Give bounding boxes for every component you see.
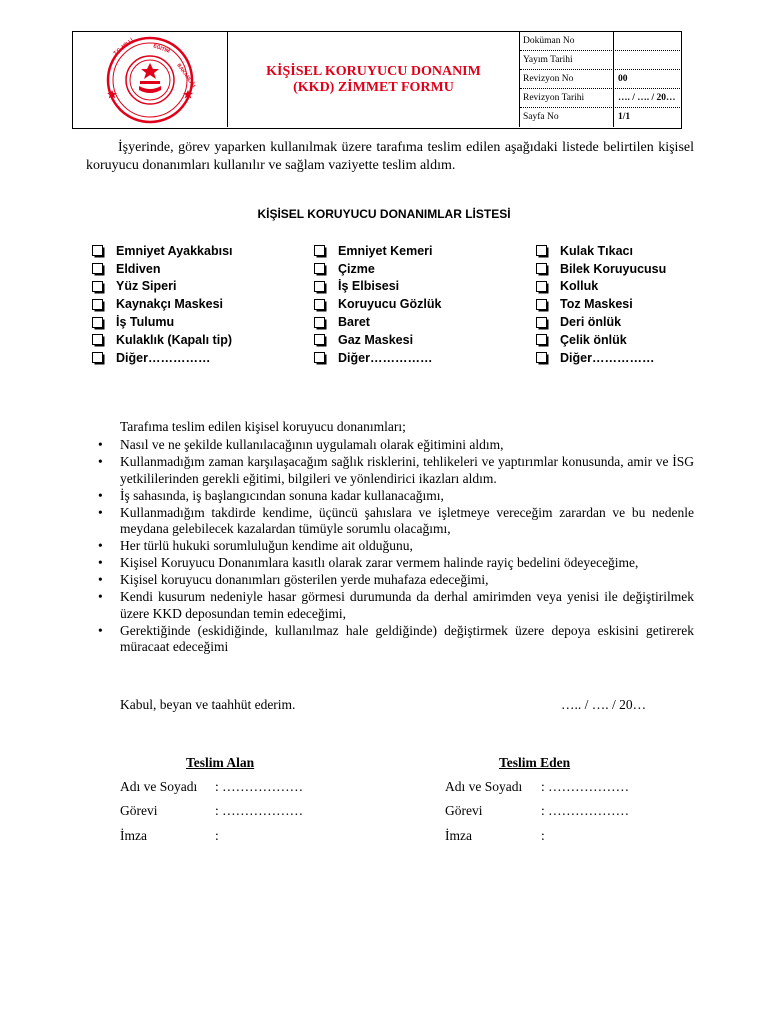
receiver-role-label: Görevi bbox=[120, 803, 158, 818]
deliverer-signature-field[interactable]: : bbox=[541, 828, 545, 843]
receiver-title: Teslim Alan bbox=[186, 755, 255, 770]
list-item bbox=[98, 437, 694, 454]
bullet-icon: • bbox=[98, 437, 103, 452]
equipment-label: Diğer…………… bbox=[116, 350, 211, 365]
meta-value bbox=[614, 32, 680, 50]
checkbox-icon[interactable] bbox=[536, 281, 547, 292]
list-item bbox=[98, 572, 694, 589]
equipment-label: Bilek Koruyucusu bbox=[560, 261, 667, 276]
equipment-item[interactable] bbox=[92, 349, 233, 367]
receiver-name-field[interactable]: : ……………… bbox=[215, 779, 304, 794]
checkbox-icon[interactable] bbox=[536, 263, 547, 274]
checkbox-icon[interactable] bbox=[92, 299, 103, 310]
equipment-item[interactable] bbox=[314, 331, 441, 349]
commitment-text: Kendi kusurum nedeniyle hasar görmesi durumunda da derhal amirimden veya yenisi ile değiştirilmek üzere KKD deposundan temin edeceğimi, bbox=[120, 589, 694, 621]
commitment-text: Her türlü hukuki sorumluluğun kendime ait olduğunu, bbox=[120, 538, 413, 553]
bullet-icon: • bbox=[98, 538, 103, 553]
commitment-text: Kullanmadığım zaman karşılaşacağım sağlık risklerini, tehlikeleri ve yaptırımlar konusunda, amir ve İSG yetkililerinden gerekli eğitimi, bilgileri ve yönlendirici ikazları aldım. bbox=[120, 454, 694, 486]
bullet-icon: • bbox=[98, 487, 103, 503]
equipment-item[interactable] bbox=[314, 242, 441, 260]
equipment-label: Çelik önlük bbox=[560, 332, 627, 347]
deliverer-name-field[interactable]: : ……………… bbox=[541, 779, 630, 794]
equipment-label: Deri önlük bbox=[560, 315, 622, 330]
equipment-column-2 bbox=[314, 242, 441, 367]
checkbox-icon[interactable] bbox=[536, 299, 547, 310]
bullet-icon: • bbox=[98, 555, 103, 570]
bullet-icon: • bbox=[98, 589, 103, 604]
svg-text:T.C. MİLLİ: T.C. MİLLİ bbox=[112, 37, 135, 57]
equipment-item[interactable] bbox=[92, 295, 233, 313]
deliverer-role-field[interactable]: : ……………… bbox=[541, 803, 630, 818]
commitment-text: Nasıl ve ne şekilde kullanılacağının uygulamalı olarak eğitimini aldım, bbox=[120, 437, 504, 452]
meta-label: Yayım Tarihi bbox=[520, 51, 614, 69]
meta-label: Sayfa No bbox=[520, 108, 614, 127]
list-item bbox=[98, 589, 694, 622]
equipment-item[interactable] bbox=[92, 331, 233, 349]
equipment-label: Kulak Tıkacı bbox=[560, 243, 633, 258]
checkbox-icon[interactable] bbox=[314, 334, 325, 345]
checkbox-icon[interactable] bbox=[536, 334, 547, 345]
list-item bbox=[98, 488, 694, 505]
equipment-label: Toz Maskesi bbox=[560, 297, 633, 312]
equipment-label: İş Tulumu bbox=[116, 315, 175, 330]
commitment-intro: Tarafıma teslim edilen kişisel koruyucu donanımları; bbox=[120, 419, 406, 434]
commitment-text: İş sahasında, iş başlangıcından sonuna kadar kullanacağımı, bbox=[120, 487, 444, 503]
list-item bbox=[98, 505, 694, 538]
equipment-item[interactable] bbox=[92, 313, 233, 331]
equipment-item[interactable] bbox=[536, 260, 666, 278]
logo-cell bbox=[73, 32, 228, 127]
list-item bbox=[98, 555, 694, 572]
commitment-list bbox=[98, 437, 694, 656]
checkbox-icon[interactable] bbox=[92, 317, 103, 328]
equipment-item[interactable] bbox=[92, 278, 233, 296]
equipment-item[interactable] bbox=[536, 295, 666, 313]
meta-row-revision-no bbox=[520, 70, 680, 89]
bullet-icon: • bbox=[98, 454, 103, 469]
deliverer-role-label: Görevi bbox=[445, 803, 483, 818]
equipment-label: Kulaklık (Kapalı tip) bbox=[116, 332, 232, 347]
receiver-role-field[interactable]: : ……………… bbox=[215, 803, 304, 818]
equipment-item[interactable] bbox=[536, 349, 666, 367]
equipment-label: Eldiven bbox=[116, 261, 161, 276]
equipment-label: İş Elbisesi bbox=[338, 279, 400, 294]
bullet-icon: • bbox=[98, 572, 103, 587]
equipment-label: Yüz Siperi bbox=[116, 279, 177, 294]
meta-value: …. / …. / 20… bbox=[618, 93, 676, 103]
meta-row-page-no bbox=[520, 108, 680, 127]
bullet-icon: • bbox=[98, 622, 103, 638]
checkbox-icon[interactable] bbox=[536, 245, 547, 256]
form-title-line1: KİŞİSEL KORUYUCU DONANIM bbox=[266, 63, 481, 79]
document-header bbox=[72, 31, 682, 129]
bullet-icon: • bbox=[98, 504, 103, 520]
commitment-text: Kişisel Koruyucu Donanımlara kasıtlı olarak zarar vermem halinde rayiç bedelini ödeyeceğime, bbox=[120, 555, 639, 570]
equipment-label: Kaynakçı Maskesi bbox=[116, 297, 224, 312]
commitment-text: Kişisel koruyucu donanımları gösterilen yerde muhafaza edeceğimi, bbox=[120, 572, 489, 587]
svg-text:EĞİTİM: EĞİTİM bbox=[152, 43, 171, 55]
equipment-label: Çizme bbox=[338, 261, 375, 276]
equipment-item[interactable] bbox=[314, 278, 441, 296]
equipment-item[interactable] bbox=[314, 313, 441, 331]
list-item bbox=[98, 623, 694, 656]
meta-label: Revizyon No bbox=[520, 70, 614, 88]
deliverer-heading bbox=[499, 755, 570, 771]
meta-label: Doküman No bbox=[520, 32, 614, 50]
ministry-seal-icon bbox=[95, 35, 205, 125]
deliverer-title: Teslim Eden bbox=[499, 755, 571, 770]
equipment-item[interactable] bbox=[92, 260, 233, 278]
equipment-column-3 bbox=[536, 242, 666, 367]
equipment-item[interactable] bbox=[536, 242, 666, 260]
equipment-label: Emniyet Ayakkabısı bbox=[116, 243, 233, 258]
form-title-line2: (KKD) ZİMMET FORMU bbox=[293, 79, 454, 95]
acceptance-date-field[interactable]: ….. / …. / 20… bbox=[561, 697, 647, 712]
equipment-item[interactable] bbox=[314, 295, 441, 313]
receiver-signature-field[interactable]: : bbox=[215, 828, 219, 843]
meta-label: Revizyon Tarihi bbox=[520, 89, 614, 107]
checkbox-icon[interactable] bbox=[536, 317, 547, 328]
list-item bbox=[98, 538, 694, 555]
equipment-item[interactable] bbox=[536, 331, 666, 349]
document-meta-table bbox=[520, 32, 680, 127]
checkbox-icon[interactable] bbox=[314, 299, 325, 310]
commitment-text: Gerektiğinde (eskidiğinde, kullanılmaz hale geldiğinde) değiştirmek üzere depoya eskisini getirerek müracaat edeceğimi bbox=[120, 622, 694, 654]
receiver-name-label: Adı ve Soyadı bbox=[120, 779, 198, 794]
equipment-label: Kolluk bbox=[560, 279, 599, 294]
equipment-item[interactable] bbox=[536, 313, 666, 331]
equipment-item[interactable] bbox=[536, 278, 666, 296]
form-title bbox=[228, 32, 520, 127]
equipment-label: Baret bbox=[338, 315, 370, 330]
equipment-item[interactable] bbox=[314, 349, 441, 367]
intro-paragraph: İşyerinde, görev yaparken kullanılmak üzere tarafıma teslim edilen aşağıdaki listede belirtilen kişisel koruyucu donanımları kullanılır ve sağlam vaziyette teslim aldım. bbox=[86, 140, 694, 173]
checkbox-icon[interactable] bbox=[314, 352, 325, 363]
checkbox-icon[interactable] bbox=[92, 334, 103, 345]
deliverer-signature-label: İmza bbox=[445, 828, 472, 843]
equipment-column-1 bbox=[92, 242, 233, 367]
equipment-item[interactable] bbox=[92, 242, 233, 260]
equipment-list-title: KİŞİSEL KORUYUCU DONANIMLAR LİSTESİ bbox=[257, 207, 511, 221]
equipment-label: Gaz Maskesi bbox=[338, 332, 414, 347]
checkbox-icon[interactable] bbox=[314, 263, 325, 274]
checkbox-icon[interactable] bbox=[92, 352, 103, 363]
checkbox-icon[interactable] bbox=[314, 317, 325, 328]
equipment-label: Diğer…………… bbox=[560, 350, 655, 365]
equipment-label: Emniyet Kemeri bbox=[338, 243, 433, 258]
equipment-item[interactable] bbox=[314, 260, 441, 278]
meta-row-doc-no bbox=[520, 32, 680, 51]
checkbox-icon[interactable] bbox=[92, 263, 103, 274]
receiver-heading bbox=[186, 755, 254, 771]
commitment-text: Kullanmadığım takdirde kendime, üçüncü şahıslara ve işletmeye vereceğim zarardan ve bu nedenle meydana gelebilecek kazalardan tümüyle sorumlu olacağımı, bbox=[120, 504, 694, 536]
meta-value: 1/1 bbox=[618, 112, 631, 122]
equipment-label: Diğer…………… bbox=[338, 350, 433, 365]
meta-value: 00 bbox=[618, 74, 628, 84]
equipment-label: Koruyucu Gözlük bbox=[338, 297, 442, 312]
meta-row-publish-date bbox=[520, 51, 680, 70]
checkbox-icon[interactable] bbox=[92, 245, 103, 256]
checkbox-icon[interactable] bbox=[314, 281, 325, 292]
acceptance-statement: Kabul, beyan ve taahhüt ederim. bbox=[120, 697, 296, 712]
list-item bbox=[98, 454, 694, 487]
deliverer-name-label: Adı ve Soyadı bbox=[445, 779, 523, 794]
checkbox-icon[interactable] bbox=[92, 281, 103, 292]
checkbox-icon[interactable] bbox=[536, 352, 547, 363]
svg-text:BAKANLIĞI: BAKANLIĞI bbox=[175, 62, 197, 89]
receiver-signature-label: İmza bbox=[120, 828, 147, 843]
checkbox-icon[interactable] bbox=[314, 245, 325, 256]
meta-value bbox=[614, 51, 680, 69]
meta-row-revision-date bbox=[520, 89, 680, 108]
